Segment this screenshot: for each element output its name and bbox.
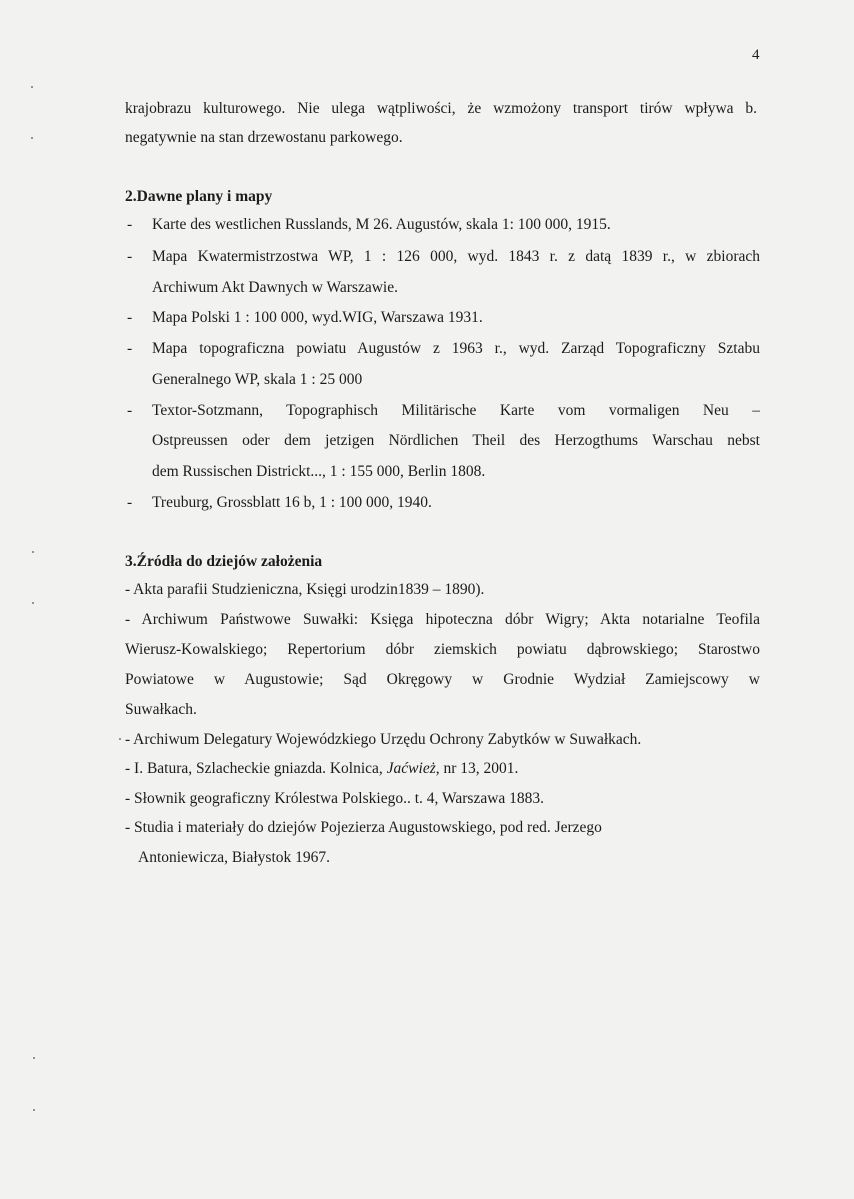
intro-line-1: krajobrazu kulturowego. Nie ulega wątpliwości, że wzmożony transport tirów wpływa b.: [125, 100, 757, 117]
map-item-line: Archiwum Akt Dawnych w Warszawie.: [152, 279, 398, 296]
map-item-line: Mapa Kwatermistrzostwa WP, 1 : 126 000, wyd. 1843 r. z datą 1839 r., w zbiorach: [152, 248, 760, 265]
section-heading-old-plans: 2.Dawne plany i mapy: [125, 188, 273, 205]
map-item-line: Textor-Sotzmann, Topographisch Militärische Karte vom vormaligen Neu –: [152, 402, 760, 419]
map-item-line: Ostpreussen oder dem jetzigen Nördlichen Theil des Herzogthums Warschau nebst: [152, 432, 760, 449]
list-dash: -: [127, 402, 133, 419]
map-item-line: Mapa topograficzna powiatu Augustów z 1963 r., wyd. Zarząd Topograficzny Sztabu: [152, 340, 760, 357]
map-item-line: Karte des westlichen Russlands, M 26. Augustów, skala 1: 100 000, 1915.: [152, 216, 611, 233]
list-dash: -: [127, 494, 133, 511]
source-item-text: , nr 13, 2001.: [435, 760, 519, 777]
source-item-line: - Studia i materiały do dziejów Pojezierza Augustowskiego, pod red. Jerzego: [125, 819, 602, 836]
map-item-line: Treuburg, Grossblatt 16 b, 1 : 100 000, 1940.: [152, 494, 432, 511]
scan-speck: [119, 738, 121, 740]
map-item-line: Generalnego WP, skala 1 : 25 000: [152, 371, 363, 388]
scan-speck: [33, 1057, 35, 1059]
list-dash: -: [127, 248, 133, 265]
list-dash: -: [127, 340, 133, 357]
section-heading-sources: 3.Źródła do dziejów założenia: [125, 553, 323, 570]
source-item-line: Powiatowe w Augustowie; Sąd Okręgowy w Grodnie Wydział Zamiejscowy w: [125, 671, 760, 688]
scan-speck: [32, 602, 34, 604]
map-item-line: Mapa Polski 1 : 100 000, wyd.WIG, Warszawa 1931.: [152, 309, 483, 326]
source-item-line: [125, 759, 518, 779]
journal-title: Jaćwież: [386, 760, 436, 777]
source-item-line: Wierusz-Kowalskiego; Repertorium dóbr ziemskich powiatu dąbrowskiego; Starostwo: [125, 641, 760, 658]
map-item-line: dem Russischen Districkt..., 1 : 155 000, Berlin 1808.: [152, 463, 486, 480]
list-dash: -: [127, 309, 133, 326]
intro-line-2: negatywnie na stan drzewostanu parkowego.: [125, 129, 403, 146]
page-number: 4: [752, 47, 760, 63]
list-dash: -: [127, 216, 133, 233]
source-item-line: - Archiwum Państwowe Suwałki: Księga hipoteczna dóbr Wigry; Akta notarialne Teofila: [125, 611, 760, 628]
source-item-line: - Archiwum Delegatury Wojewódzkiego Urzędu Ochrony Zabytków w Suwałkach.: [125, 731, 642, 748]
scan-speck: [31, 137, 33, 139]
source-item-line: - Słownik geograficzny Królestwa Polskiego.. t. 4, Warszawa 1883.: [125, 790, 545, 807]
source-item-line: Suwałkach.: [125, 701, 197, 718]
scan-speck: [32, 551, 34, 553]
source-item-text: - I. Batura, Szlacheckie gniazda. Kolnica,: [125, 760, 387, 777]
scan-speck: [31, 86, 33, 88]
source-item-line: Antoniewicza, Białystok 1967.: [138, 849, 330, 866]
source-item-line: - Akta parafii Studzieniczna, Księgi urodzin1839 – 1890).: [125, 581, 485, 598]
scan-speck: [33, 1109, 35, 1111]
